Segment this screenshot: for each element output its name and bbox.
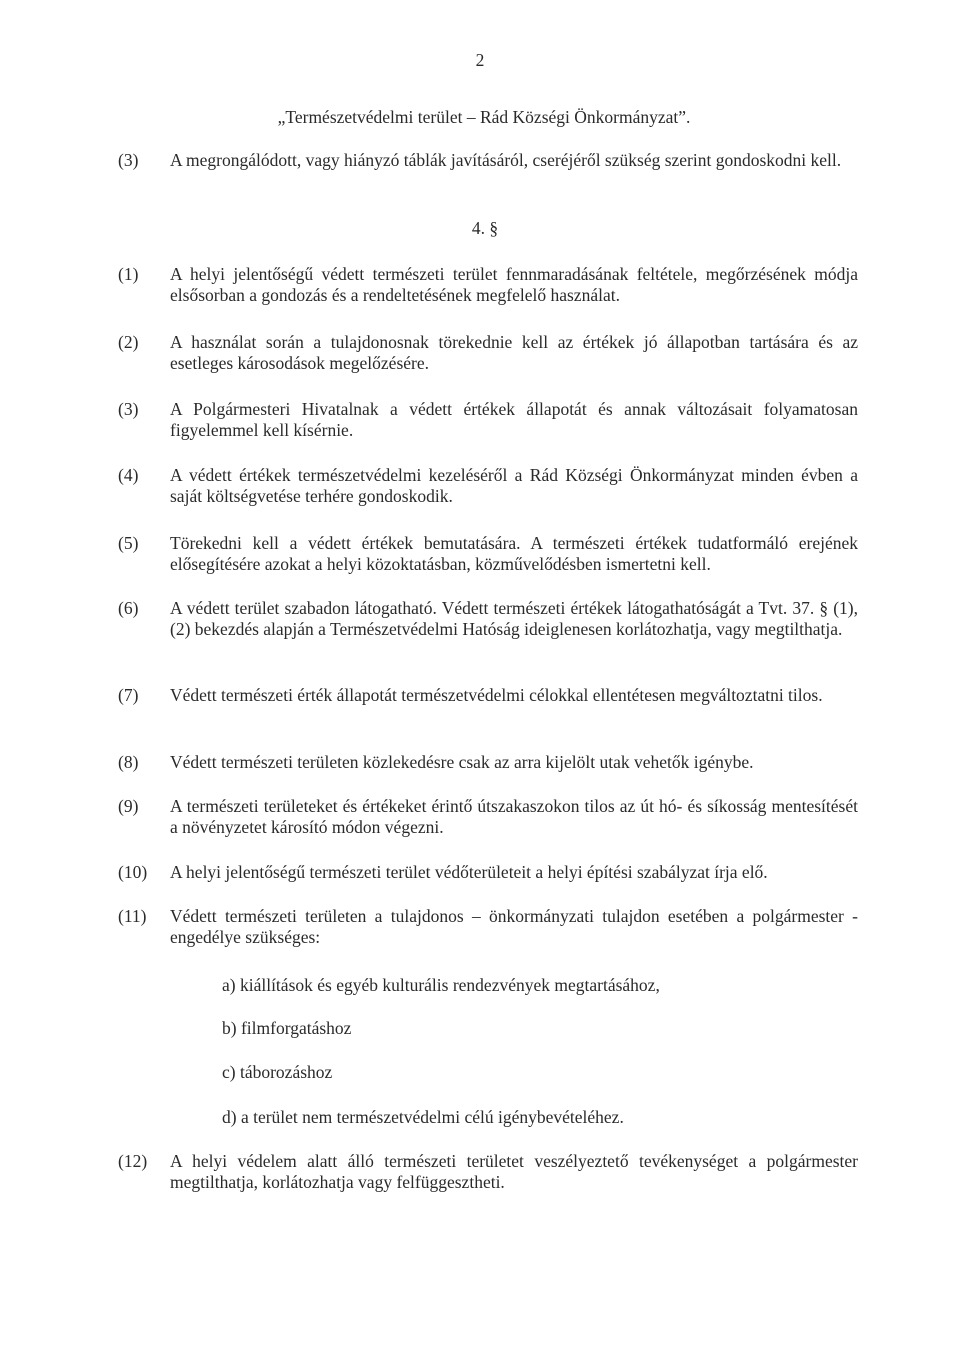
paragraph-text: A helyi védelem alatt álló természeti területet veszélyeztető tevékenységet a polgármester megtilthatja, korlátozhatja vagy felfüggesztheti. xyxy=(170,1151,858,1192)
paragraph-number: (4) xyxy=(118,465,139,485)
paragraph-text: A természeti területeket és értékeket érintő útszakaszokon tilos az út hó- és síkosság mentesítését a növényzetet károsító módon végezni. xyxy=(170,796,858,837)
paragraph-number: (3) xyxy=(118,150,139,170)
paragraph-11 xyxy=(118,906,858,948)
paragraph-text: Védett természeti területen a tulajdonos – önkormányzati tulajdon esetében a polgármester - engedélye szükséges: xyxy=(170,906,858,947)
paragraph-number: (8) xyxy=(118,752,139,772)
sub-item-b: b) filmforgatáshoz xyxy=(222,1018,352,1038)
paragraph-7 xyxy=(118,685,858,706)
paragraph-text: A helyi jelentőségű védett természeti terület fennmaradásának feltétele, megőrzésének módja elsősorban a gondozás és a rendeltetésének megfelelő használat. xyxy=(170,264,858,305)
paragraph-number: (5) xyxy=(118,533,139,553)
paragraph-number: (1) xyxy=(118,264,139,284)
sub-item-c: c) táborozáshoz xyxy=(222,1062,333,1082)
paragraph-4 xyxy=(118,465,858,507)
quoted-name-line: „Természetvédelmi terület – Rád Községi Önkormányzat”. xyxy=(277,107,691,127)
paragraph-number: (12) xyxy=(118,1151,148,1171)
paragraph-number: (11) xyxy=(118,906,147,926)
paragraph-2 xyxy=(118,332,858,374)
paragraph-text: A használat során a tulajdonosnak törekednie kell az értékek jó állapotban tartására és az esetleges károsodások megelőzésére. xyxy=(170,332,858,373)
paragraph-text: Védett természeti területen közlekedésre csak az arra kijelölt utak vehetők igénybe. xyxy=(170,752,754,772)
paragraph-8 xyxy=(118,752,858,773)
paragraph-text: Védett természeti érték állapotát természetvédelmi célokkal ellentétesen megváltoztatni tilos. xyxy=(170,685,823,705)
paragraph-number: (3) xyxy=(118,399,139,419)
paragraph-text: A megrongálódott, vagy hiányzó táblák javításáról, cseréjéről szükség szerint gondoskodni kell. xyxy=(170,150,842,170)
paragraph-text: A védett terület szabadon látogatható. Védett természeti értékek látogathatóságát a Tvt. 37. § (1), (2) bekezdés alapján a Természetvédelmi Hatóság ideiglenesen korlátozhatja, vagy megtilthatja. xyxy=(170,598,858,639)
paragraph-1 xyxy=(118,264,858,306)
paragraph-9 xyxy=(118,796,858,838)
paragraph-number: (10) xyxy=(118,862,148,882)
paragraph-text: A védett értékek természetvédelmi kezeléséről a Rád Községi Önkormányzat minden évben a saját költségvetése terhére gondoskodik. xyxy=(170,465,858,506)
paragraph-12 xyxy=(118,1151,858,1193)
paragraph-text: Törekedni kell a védett értékek bemutatására. A természeti értékek tudatformáló erejének elősegítésére azokat a helyi közoktatásban, közművelődésben ismertetni kell. xyxy=(170,533,858,574)
paragraph-number: (6) xyxy=(118,598,139,618)
sub-item-d: d) a terület nem természetvédelmi célú igénybevételéhez. xyxy=(222,1107,624,1127)
paragraph-3 xyxy=(118,399,858,441)
section-title: 4. § xyxy=(471,218,499,238)
sub-item-a: a) kiállítások és egyéb kulturális rendezvények megtartásához, xyxy=(222,975,660,995)
paragraph-pre-3 xyxy=(118,150,858,171)
paragraph-text: A Polgármesteri Hivatalnak a védett értékek állapotát és annak változásait folyamatosan figyelemmel kell kísérnie. xyxy=(170,399,858,440)
paragraph-number: (9) xyxy=(118,796,139,816)
paragraph-number: (2) xyxy=(118,332,139,352)
paragraph-6 xyxy=(118,598,858,640)
page-number: 2 xyxy=(475,50,485,70)
paragraph-10 xyxy=(118,862,858,883)
paragraph-5 xyxy=(118,533,858,575)
paragraph-text: A helyi jelentőségű természeti terület védőterületeit a helyi építési szabályzat írja elő. xyxy=(170,862,768,882)
paragraph-number: (7) xyxy=(118,685,139,705)
